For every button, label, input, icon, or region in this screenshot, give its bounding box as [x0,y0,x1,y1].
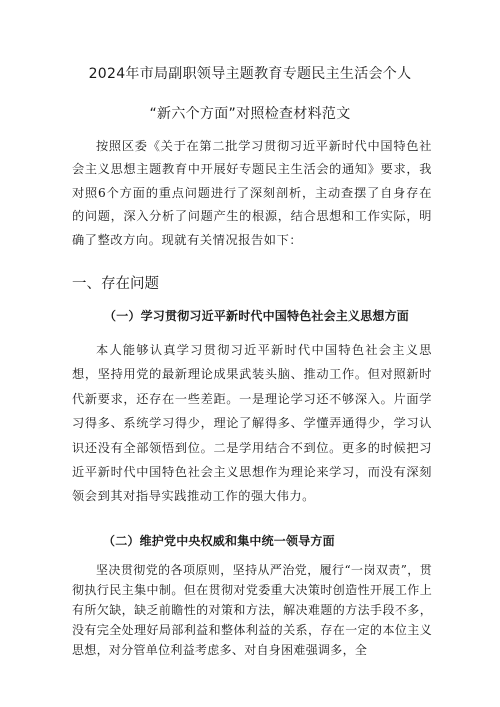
subsection-body-study-thought: 本人能够认真学习贯彻习近平新时代中国特色社会主义思想，坚持用党的最新理论成果武装头脑、推动工作。但对照新时代新要求，还存在一些差距。一是理论学习还不够深入。片面学习得多、系统学习得少，理论了解得多、学懂弄通得少，学习认识还没有全部领悟到位。二是学用结合不到位。更多的时候把习近平新时代中国特色社会主义思想作为理论来学习，而没有深刻领会到其对指导实践推动工作的强大伟力。 [72,343,432,504]
document-title-line-1: 2024年市局副职领导主题教育专题民主生活会个人 [88,66,412,82]
intro-paragraph: 按照区委《关于在第二批学习贯彻习近平新时代中国特色社会主义思想主题教育中开展好专题民主生活会的通知》要求，我对照6个方面的重点问题进行了深刻剖析，主动查摆了自身存在的问题，深入分析了问题产生的根源，结合思想和工作实际，明确了整改方向。现就有关情况报告如下： [72,139,432,247]
section-heading-existing-problems: 一、存在问题 [72,276,159,292]
subsection-heading-study-thought: （一）学习贯彻习近平新时代中国特色社会主义思想方面 [104,309,410,323]
subsection-body-party-authority: 坚决贯彻党的各项原则，坚持从严治党，履行“一岗双责”，贯彻执行民主集中制。但在贯彻对党委重大决策时创造性开展工作上有所欠缺，缺乏前瞻性的对策和方法，解决难题的方法手段不多，没有完全处理好局部利益和整体利益的关系，存在一定的本位主义思想，对分管单位利益考虑多、对自身困难强调多，全 [72,563,432,657]
subsection-heading-party-authority: （二）维护党中央权威和集中统一领导方面 [103,534,335,548]
document-title-line-2: “新六个方面”对照检查材料范文 [149,106,351,122]
